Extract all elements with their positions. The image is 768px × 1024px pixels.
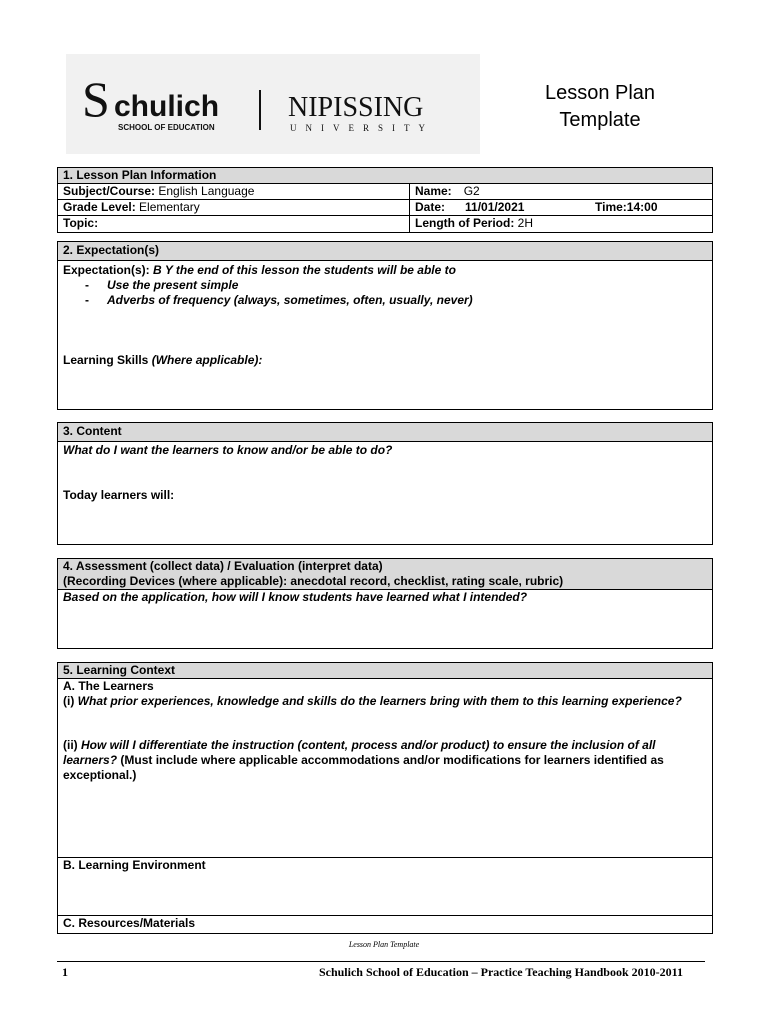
subject-value[interactable]: English Language — [158, 184, 255, 198]
expectations-body[interactable] — [58, 261, 712, 368]
schulich-logo-sub: SCHOOL OF EDUCATION — [118, 123, 215, 132]
name-label: Name: — [415, 184, 452, 198]
title-line-1: Lesson Plan — [544, 82, 656, 104]
learners-body[interactable] — [58, 679, 712, 858]
environment-body[interactable] — [58, 858, 712, 916]
section-learning-context — [57, 662, 713, 934]
footer-divider — [57, 961, 705, 962]
page-number: 1 — [62, 965, 68, 979]
title-line-2: Template — [559, 109, 641, 131]
assessment-heading-1: 4. Assessment (collect data) / Evaluation (interpret data) — [63, 559, 383, 573]
bullet-text: Adverbs of frequency (always, sometimes, often, usually, never) — [107, 293, 473, 307]
section-lesson-info — [57, 167, 713, 233]
q2-note: (Must include where applicable accommodations and/or modifications for learners identified as exceptional.) — [63, 753, 664, 782]
environment-label: B. Learning Environment — [63, 858, 206, 872]
info-row-grade — [58, 200, 712, 216]
expectation-label: Expectation(s): — [63, 263, 150, 277]
date-label: Date: — [415, 200, 446, 214]
assessment-heading-2: (Recording Devices (where applicable): anecdotal record, checklist, rating scale, rubric) — [63, 574, 564, 588]
today-learners-label: Today learners will: — [63, 488, 175, 502]
section-heading: 1. Lesson Plan Information — [58, 168, 712, 184]
q2-text: How will I differentiate the instruction (content, process and/or product) to ensure the inclusion of all learners? — [63, 738, 656, 767]
learners-label: A. The Learners — [63, 679, 154, 693]
section-content — [57, 422, 713, 545]
section-heading: 3. Content — [58, 423, 712, 442]
handbook-title: Schulich School of Education – Practice Teaching Handbook 2010-2011 — [318, 965, 683, 979]
length-label: Length of Period: — [415, 216, 515, 230]
q1-number: (i) — [63, 694, 75, 708]
nipissing-logo-sub: UNIVERSITY — [290, 123, 434, 133]
content-question: What do I want the learners to know and/or be able to do? — [63, 443, 393, 457]
subject-label: Subject/Course: — [63, 184, 156, 198]
nipissing-logo-text: NIPISSING — [288, 92, 424, 123]
date-value[interactable]: 11/01/2021 — [465, 200, 525, 214]
page-title — [520, 80, 680, 134]
bullet-text: Use the present simple — [107, 278, 239, 292]
list-item: - Use the present simple — [85, 278, 239, 292]
schulich-logo-text: chulich — [114, 90, 220, 123]
section-expectations — [57, 241, 713, 410]
topic-label: Topic: — [63, 216, 99, 230]
section-heading: 2. Expectation(s) — [58, 242, 712, 261]
header-logos — [66, 54, 480, 154]
q2-number: (ii) — [63, 738, 78, 752]
time-label[interactable]: Time:14:00 — [595, 200, 658, 214]
section-heading — [58, 559, 712, 590]
grade-label: Grade Level: — [63, 200, 136, 214]
assessment-body[interactable] — [58, 590, 712, 605]
q1-text: What prior experiences, knowledge and skills do the learners bring with them to this learning experience? — [77, 694, 682, 708]
section-assessment — [57, 558, 713, 649]
grade-value[interactable]: Elementary — [139, 200, 200, 214]
info-row-topic — [58, 216, 712, 232]
section-heading: 5. Learning Context — [58, 663, 712, 679]
schulich-logo-s: S — [82, 71, 110, 127]
resources-body[interactable] — [58, 916, 712, 931]
length-value[interactable]: 2H — [517, 216, 534, 230]
list-item: - Adverbs of frequency (always, sometimes, often, usually, never) — [85, 293, 473, 307]
expectation-text: B Y the end of this lesson the students will be able to — [153, 263, 456, 277]
footer-caption: Lesson Plan Template — [348, 940, 420, 949]
learning-skills-label: Learning Skills — [63, 353, 149, 367]
info-row-subject — [58, 184, 712, 200]
resources-label: C. Resources/Materials — [63, 916, 196, 930]
logos-graphic — [66, 54, 480, 154]
name-value[interactable]: G2 — [463, 184, 480, 198]
assessment-question: Based on the application, how will I know students have learned what I intended? — [63, 590, 528, 604]
content-body[interactable] — [58, 442, 712, 503]
learning-skills-note: (Where applicable): — [151, 353, 263, 367]
